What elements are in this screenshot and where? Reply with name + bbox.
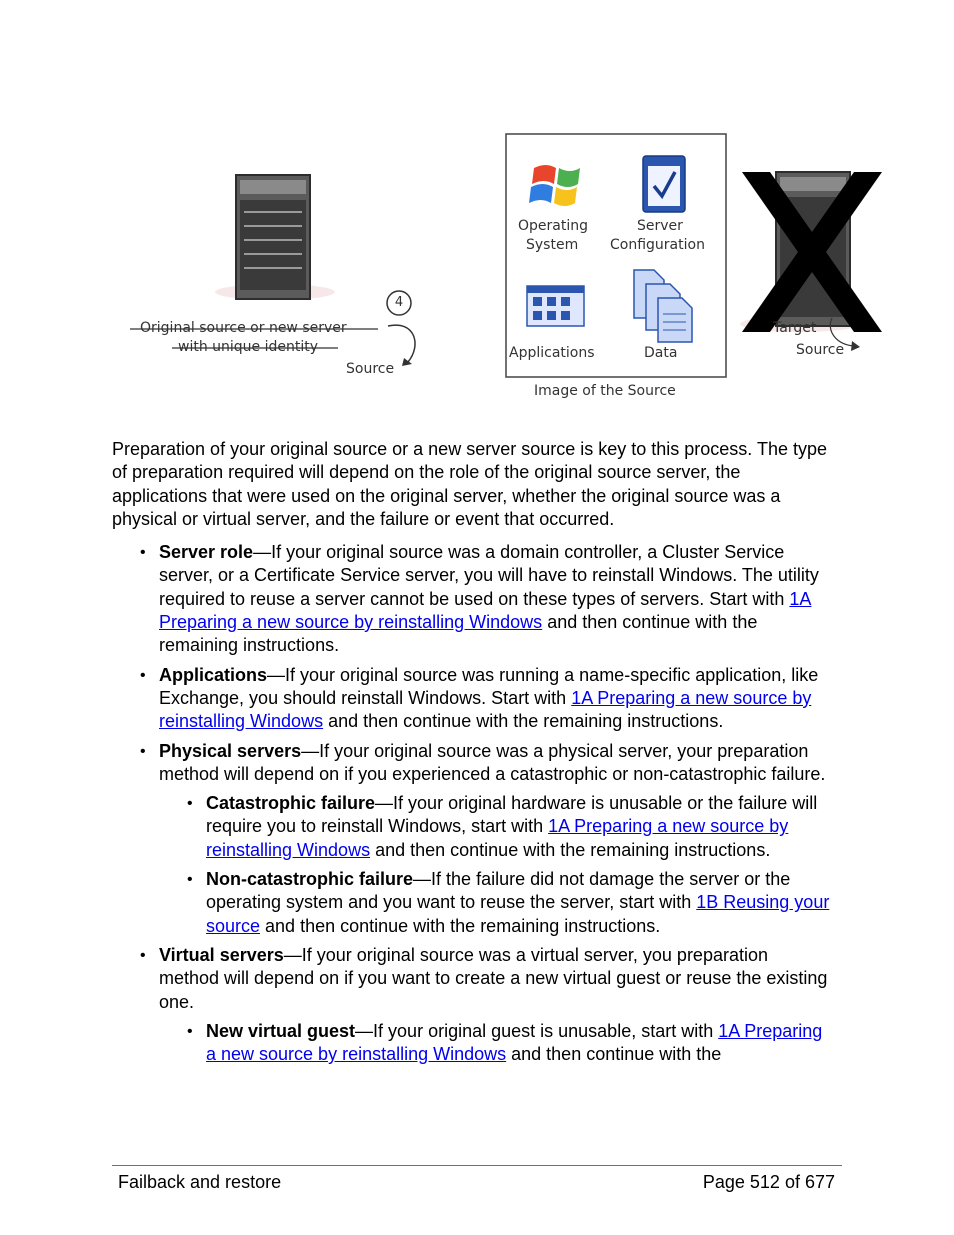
applications-label: Applications (509, 345, 595, 361)
list-item-virtual-servers (112, 944, 832, 1066)
item-text: and then continue with the remaining instructions. (159, 612, 758, 656)
config-label-line2: Configuration (610, 237, 705, 253)
item-title: Server role (159, 542, 254, 563)
item-text: —If your original hardware is unusable or the failure will require you to reinstall Windows, start with (206, 793, 818, 837)
footer-divider (112, 1165, 842, 1166)
item-title: New virtual guest (206, 1020, 356, 1041)
list-item-new-virtual-guest (112, 1020, 832, 1067)
link-1a-reinstall-windows[interactable]: 1A Preparing a new source by reinstalling Windows (206, 1020, 823, 1065)
link-1a-reinstall-windows[interactable]: 1A Preparing a new source by reinstalling Windows (159, 588, 812, 633)
list-item-non-catastrophic (112, 868, 832, 938)
item-text: —If your original source was a virtual server, you preparation method will depend on if you want to create a new virtual guest or reuse the existing one. (159, 944, 828, 1012)
item-text: and then continue with the remaining instructions. (370, 839, 771, 860)
item-title: Non-catastrophic failure (206, 869, 414, 890)
step-number: 4 (394, 295, 404, 310)
list-item-server-role (112, 541, 832, 657)
box-caption: Image of the Source (534, 383, 676, 399)
item-text: —If your original guest is unusable, start with (355, 1020, 719, 1041)
link-1b-reusing-source[interactable]: 1B Reusing your source (206, 892, 830, 936)
os-label-line1: Operating (518, 218, 588, 234)
intro-paragraph: Preparation of your original source or a new server source is key to this process. The type of preparation required will depend on the role of the original source server, the applications that were used on the original server, whether the original source was a physical or virtual server, and the failure or event that occurred. (112, 439, 828, 529)
footer-section-title: Failback and restore (118, 1172, 282, 1192)
item-text: and then continue with the remaining instructions. (260, 915, 661, 936)
list-item-physical-servers (112, 740, 832, 938)
list-item-applications (112, 664, 832, 734)
data-label: Data (644, 345, 678, 361)
link-1a-reinstall-windows[interactable]: 1A Preparing a new source by reinstalling Windows (206, 816, 789, 860)
right-source-label: Source (796, 342, 845, 358)
source-server-icon (215, 175, 335, 300)
target-label: Target (773, 320, 817, 336)
config-label-line1: Server (637, 218, 683, 234)
footer-page-number: Page 512 of 677 (702, 1172, 835, 1192)
body-text (112, 438, 832, 1066)
applications-icon (527, 286, 584, 326)
list-item-catastrophic (112, 792, 832, 862)
item-text: —If your original source was a domain controller, a Cluster Service server, or a Certificate Service server, you will have to reinstall Windows. The utility required to reuse a server cannot be used on these types of servers. Start with (159, 542, 819, 609)
virtual-sublist (112, 1020, 832, 1067)
item-title: Physical servers (159, 740, 302, 761)
diagram-figure (0, 0, 954, 420)
item-title: Applications (159, 664, 268, 685)
link-1a-reinstall-windows[interactable]: 1A Preparing a new source by reinstalling Windows (159, 687, 812, 732)
left-caption-line1: Original source or new server (140, 320, 347, 336)
left-caption-line2: with unique identity (178, 339, 319, 355)
item-text: —If your original source was running a name-specific application, like Exchange, you should reinstall Windows. Start with (159, 664, 819, 708)
item-text: and then continue with the remaining instructions. (323, 711, 724, 732)
left-source-label: Source (346, 361, 395, 377)
os-label-line2: System (526, 237, 579, 253)
item-text: —If the failure did not damage the server or the operating system and you want to reuse the server, start with (206, 869, 791, 913)
physical-sublist (112, 792, 832, 938)
item-title: Catastrophic failure (206, 793, 376, 814)
preparation-list (112, 541, 832, 1066)
server-configuration-icon (643, 156, 685, 212)
item-title: Virtual servers (159, 944, 284, 965)
item-text: and then continue with the (506, 1044, 722, 1065)
item-text: —If your original source was a physical server, your preparation method will depend on if you experienced a catastrophic or non-catastrophic failure. (159, 740, 826, 784)
